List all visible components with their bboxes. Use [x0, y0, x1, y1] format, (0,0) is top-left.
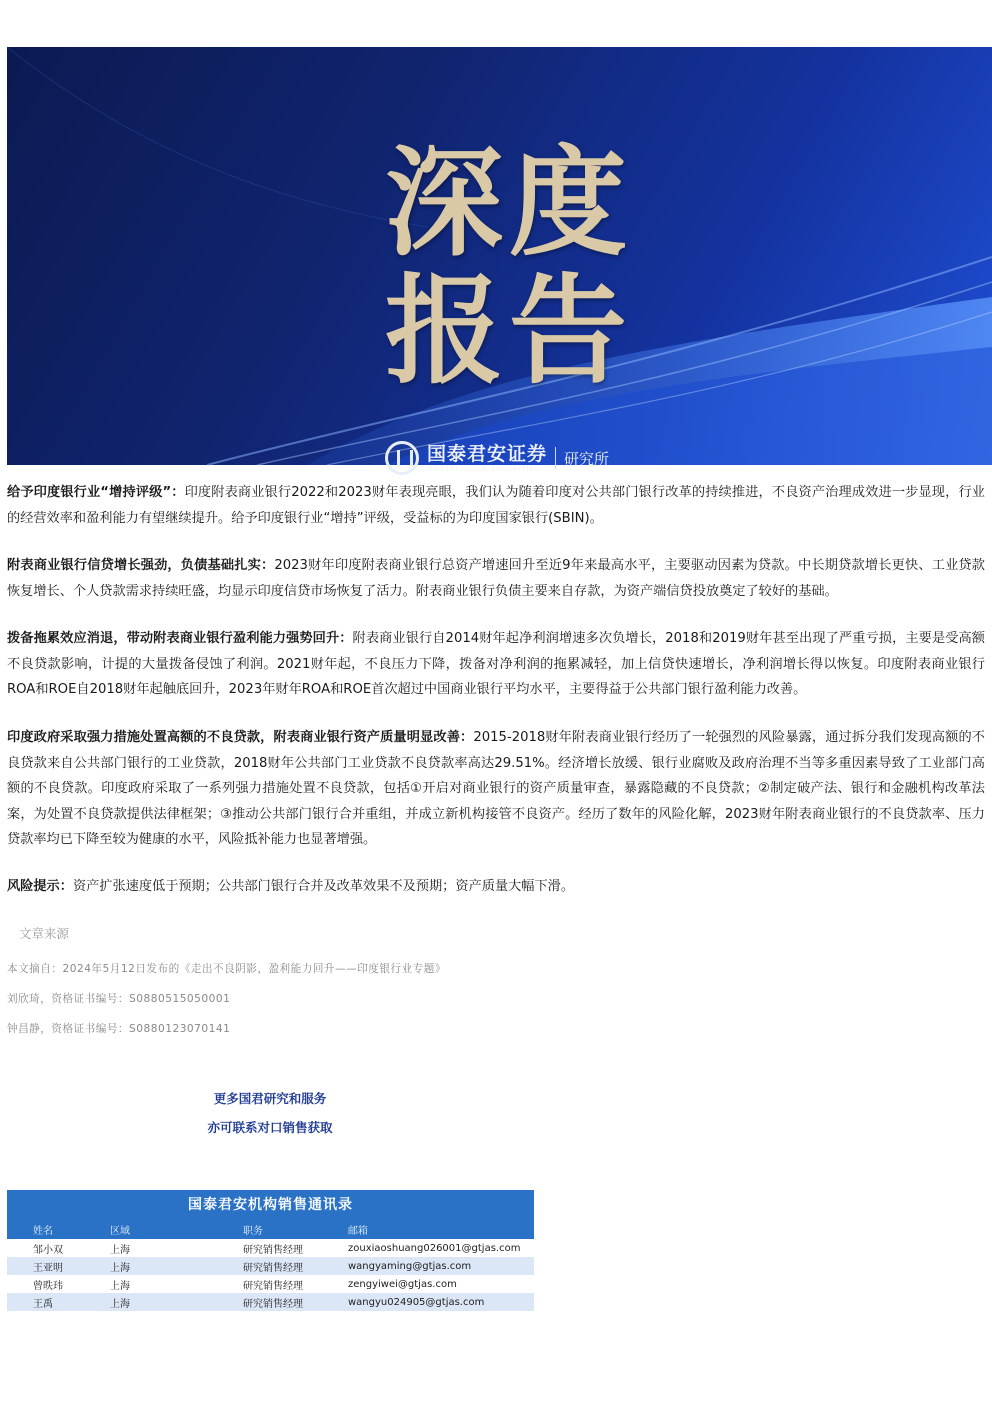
column-header-name: 姓名: [7, 1220, 104, 1239]
analyst-credit: 钟昌静，资格证书编号：S0880123070141: [7, 1023, 231, 1035]
guotai-junan-logo-icon: [385, 441, 419, 475]
contact-email[interactable]: wangyu024905@gtjas.com: [344, 1293, 534, 1311]
table-row: [7, 1257, 534, 1275]
contact-title: 研究销售经理: [211, 1239, 344, 1257]
paragraph-text: 附表商业银行自2014财年起净利润增速多次负增长，2018和2019财年甚至出现了严重亏损，主要是受高额不良贷款影响，计提的大量拨备侵蚀了利润。2021财年起，不良压力下降，拨备对净利润的拖累减轻，加上信贷快速增长，净利润增长得以恢复。印度附表商业银行ROA和ROE自2018财年起触底回升，2023年财年ROA和ROE首次超过中国商业银行平均水平，主要得益于公共部门银行盈利能力改善。: [7, 631, 985, 697]
analyst-credit: 刘欣琦，资格证书编号：S0880515050001: [7, 993, 231, 1005]
brand-name-cn: 国泰君安证券: [427, 442, 548, 465]
contact-email[interactable]: wangyaming@gtjas.com: [344, 1257, 534, 1275]
contact-table: [7, 1220, 534, 1311]
contact-email[interactable]: zouxiaoshuang026001@gtjas.com: [344, 1239, 534, 1257]
column-header-region: 区域: [104, 1220, 211, 1239]
contact-name: 曾昳玮: [7, 1275, 104, 1293]
source-excerpt: 本文摘自：2024年5月12日发布的《走出不良阴影，盈利能力回升——印度银行业专题》: [7, 963, 446, 975]
paragraph-text: 2023财年印度附表商业银行总资产增速回升至近9年来最高水平，主要驱动因素为贷款。中长期贷款增长更快、工业贷款恢复增长、个人贷款需求持续旺盛，均显示印度信贷市场恢复了活力。附表商业银行负债主要来自存款，为资产端信贷投放奠定了较好的基础。: [7, 558, 985, 599]
contact-region: 上海: [104, 1275, 211, 1293]
brand-lockup: [385, 440, 609, 476]
table-row: [7, 1293, 534, 1311]
contact-title: 研究销售经理: [211, 1257, 344, 1275]
brand-name: [427, 443, 547, 474]
column-header-title: 职务: [211, 1220, 344, 1239]
paragraph-text: 资产扩张速度低于预期；公共部门银行合并及改革效果不及预期；资产质量大幅下滑。: [72, 879, 575, 894]
paragraph-lead: 风险提示：: [7, 879, 73, 894]
contact-region: 上海: [104, 1293, 211, 1311]
banner-title-line1: 深度: [385, 133, 634, 272]
brand-institute: 研究所: [564, 449, 610, 468]
contact-table-title: 国泰君安机构销售通讯录: [7, 1190, 534, 1220]
paragraph-lead: 印度政府采取强力措施处置高额的不良贷款，附表商业银行资产质量明显改善：: [7, 730, 474, 745]
table-row: [7, 1275, 534, 1293]
paragraph-risk: [7, 874, 985, 900]
paragraph-lead: 拨备拖累效应消退，带动附表商业银行盈利能力强势回升：: [7, 631, 353, 646]
source-heading: 文章来源: [19, 926, 70, 941]
contact-name: 邹小双: [7, 1239, 104, 1257]
contact-email[interactable]: zengyiwei@gtjas.com: [344, 1275, 534, 1293]
paragraph-asset-quality: [7, 725, 985, 853]
report-banner: [7, 47, 992, 473]
brand-name-en: GUOTAI JUNAN SECURITIES: [427, 464, 540, 473]
contact-region: 上海: [104, 1257, 211, 1275]
paragraph-lead: 附表商业银行信贷增长强劲，负债基础扎实：: [7, 558, 275, 573]
paragraph-lead: 给予印度银行业“增持评级”：: [7, 485, 185, 500]
banner-title-line2: 报告: [385, 261, 634, 400]
paragraph-credit-growth: [7, 553, 985, 604]
paragraph-rating: [7, 480, 985, 531]
contact-region: 上海: [104, 1239, 211, 1257]
table-row: [7, 1239, 534, 1257]
brand-divider: [555, 447, 556, 469]
banner-title: [385, 133, 655, 400]
paragraph-text: 2015-2018财年附表商业银行经历了一轮强烈的风险暴露，通过拆分我们发现高额的不良贷款来自公共部门银行的工业贷款，2018财年公共部门工业贷款不良贷款率高达29.51%。经济增长放缓、银行业腐败及政府治理不当等多重因素导致了工业部门高额的不良贷款。印度政府采取了一系列强力措施处置不良贷款，包括①开启对商业银行的资产质量审查，暴露隐藏的不良贷款；②制定破产法、银行和金融机构改革法案，为处置不良贷款提供法律框架；③推动公共部门银行合并重组，并成立新机构接管不良资产。经历了数年的风险化解，2023财年附表商业银行的不良贷款率、压力贷款率均已下降至较为健康的水平，风险抵补能力也显著增强。: [7, 730, 985, 847]
contact-name: 王亚明: [7, 1257, 104, 1275]
paragraph-text: 印度附表商业银行2022和2023财年表现亮眼，我们认为随着印度对公共部门银行改革的持续推进，不良资产治理成效进一步显现，行业的经营效率和盈利能力有望继续提升。给予印度银行业“增持”评级，受益标的为印度国家银行(SBIN)。: [7, 485, 985, 526]
promo-line: 亦可联系对口销售获取: [207, 1120, 333, 1135]
sales-contact-table: [7, 1190, 534, 1311]
paragraph-profitability: [7, 626, 985, 703]
promo-line: 更多国君研究和服务: [213, 1091, 327, 1106]
contact-name: 王禹: [7, 1293, 104, 1311]
contact-title: 研究销售经理: [211, 1275, 344, 1293]
contact-title: 研究销售经理: [211, 1293, 344, 1311]
table-header-row: [7, 1220, 534, 1239]
column-header-email: 邮箱: [344, 1220, 534, 1239]
